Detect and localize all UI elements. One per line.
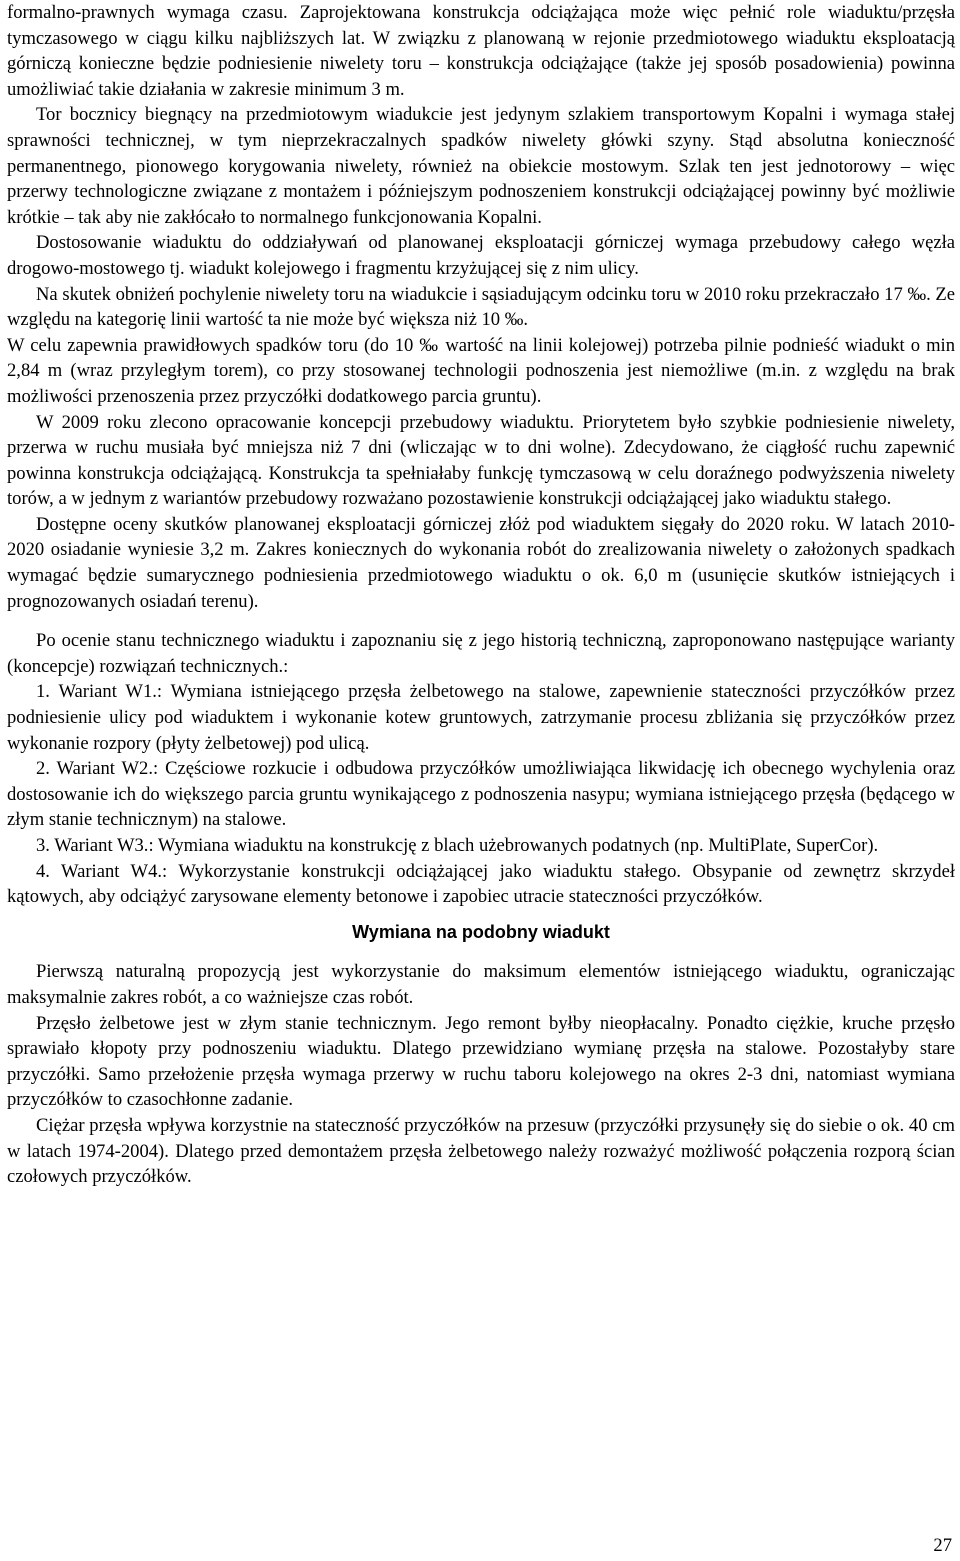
paragraph: formalno-prawnych wymaga czasu. Zaprojektowana konstrukcja odciążająca może więc pełnić role wiaduktu/przęsła tymczasowego w ciągu kilku najbliższych lat. W związku z planowaną w rejonie przedmiotowego wiaduktu eksploatacją górniczą konieczne będzie podniesienie niwelety toru – konstrukcja odciążające (także jej sposób posadowienia) powinna umożliwiać takie działania w zakresie minimum 3 m. (7, 2, 955, 100)
list-item: 4. Wariant W4.: Wykorzystanie konstrukcji odciążającej jako wiaduktu stałego. Obsypanie od zewnętrz skrzydeł kątowych, aby odciążyć zarysowane elementy betonowe i zapobiec utracie stateczności przyczółków. (7, 860, 955, 908)
paragraph: Dostosowanie wiaduktu do oddziaływań od planowanej eksploatacji górniczej wymaga przebudowy całego węzła drogowo-mostowego tj. wiadukt kolejowego i fragmentu krzyżującej się z nim ulicy. (7, 232, 955, 279)
section-heading: Wymiana na podobny wiadukt (352, 921, 610, 942)
paragraph: Tor bocznicy biegnący na przedmiotowym wiadukcie jest jedynym szlakiem transportowym Kopalni i wymaga stałej sprawności technicznej, w tym nieprzekraczalnych spadków niwelety główki szyny. Stąd absolutna konieczność permanentnego, pionowego korygowania niwelety, również na obiekcie mostowym. Szlak ten jest jednotorowy – więc przerwy technologiczne związane z montażem i późniejszym podnoszeniem konstrukcji odciążającej powinny być możliwie krótkie – tak aby nie zakłócało to normalnego funkcjonowania Kopalni. (7, 104, 955, 228)
paragraph: Dostępne oceny skutków planowanej eksploatacji górniczej złóż pod wiaduktem sięgały do 2020 roku. W latach 2010-2020 osiadanie wyniesie 3,2 m. Zakres koniecznych do wykonania robót do zrealizowania niwelety o założonych spadkach wymagać będzie sumarycznego podniesienia przedmiotowego wiaduktu o ok. 6,0 m (usunięcie skutków istniejących i prognozowanych osiadań terenu). (7, 513, 955, 612)
list-item: 1. Wariant W1.: Wymiana istniejącego przęsła żelbetowego na stalowe, zapewnienie stateczności przyczółków przez podniesienie ulicy pod wiaduktem i wykonanie kotew gruntowych, zatrzymanie procesu zbliżania się przyczółków przez wykonanie rozpory (płyty żelbetowej) pod ulicą. (7, 681, 955, 754)
list-item: 3. Wariant W3.: Wymiana wiaduktu na konstrukcję z blach użebrowanych podatnych (np. MultiPlate, SuperCor). (36, 835, 879, 856)
spacer (7, 614, 955, 628)
paragraph: W celu zapewnia prawidłowych spadków toru (do 10 ‰ wartość na linii kolejowej) potrzeba pilnie podnieść wiadukt o min 2,84 m (wraz przyległym torem), co przy stosowanej technologii podnoszenia jest niemożliwe (m.in. z względu na brak możliwości przenoszenia przez przyczółki dodatkowego parcia gruntu). (7, 334, 955, 407)
page-content (7, 0, 955, 1190)
paragraph: W 2009 roku zlecono opracowanie koncepcji przebudowy wiaduktu. Priorytetem było szybkie podniesienie niwelety, przerwa w ruchu musiała być mniejsza niż 7 dni (wliczając w to dni wolne). Zdecydowano, że ciągłość ruchu zapewnić powinna konstrukcja odciążającą. Konstrukcja ta spełniałaby funkcję tymczasową w celu doraźnego podwyższenia niwelety torów, a w jednym z wariantów przebudowy rozważano pozostawienie konstrukcji odciążającej jako wiaduktu stałego. (7, 411, 955, 510)
paragraph: Ciężar przęsła wpływa korzystnie na stateczność przyczółków na przesuw (przyczółki przysunęły się do siebie o ok. 40 cm w latach 1974-2004). Dlatego przed demontażem przęsła żelbetowego należy rozważyć możliwość połączenia rozporą ścian czołowych przyczółków. (7, 1114, 955, 1188)
paragraph: Przęsło żelbetowe jest w złym stanie technicznym. Jego remont byłby nieopłacalny. Ponadto ciężkie, kruche przęsło sprawiało kłopoty przy podnoszeniu wiaduktu. Dlatego przewidziano wymianę przęsła na stalowe. Pozostałyby stare przyczółki. Samo przełożenie przęsła wymaga przerwy w ruchu taboru kolejowego na okres 2-3 dni, natomiast wymiana przyczółków to czasochłonne zadanie. (7, 1012, 955, 1111)
paragraph: Po ocenie stanu technicznego wiaduktu i zapoznaniu się z jego historią techniczną, zaproponowano następujące warianty (koncepcje) rozwiązań technicznych.: (7, 630, 955, 677)
page-number: 27 (933, 1535, 952, 1557)
list-item: 2. Wariant W2.: Częściowe rozkucie i odbudowa przyczółków umożliwiająca likwidację ich obecnego wychylenia oraz dostosowanie ich do większego parcia gruntu wynikającego z podnoszenia nasypu; wymiana istniejącego przęsła (będącego w złym stanie technicznym) na stalowe. (7, 758, 955, 831)
paragraph: Pierwszą naturalną propozycją jest wykorzystanie do maksimum elementów istniejącego wiaduktu, ograniczając maksymalnie zakres robót, a co ważniejsze czas robót. (7, 961, 955, 1008)
paragraph: Na skutek obniżeń pochylenie niwelety toru na wiadukcie i sąsiadującym odcinku toru w 2010 roku przekraczało 17 ‰. Ze względu na kategorię linii wartość ta nie może być większa niż 10 ‰. (7, 283, 955, 331)
